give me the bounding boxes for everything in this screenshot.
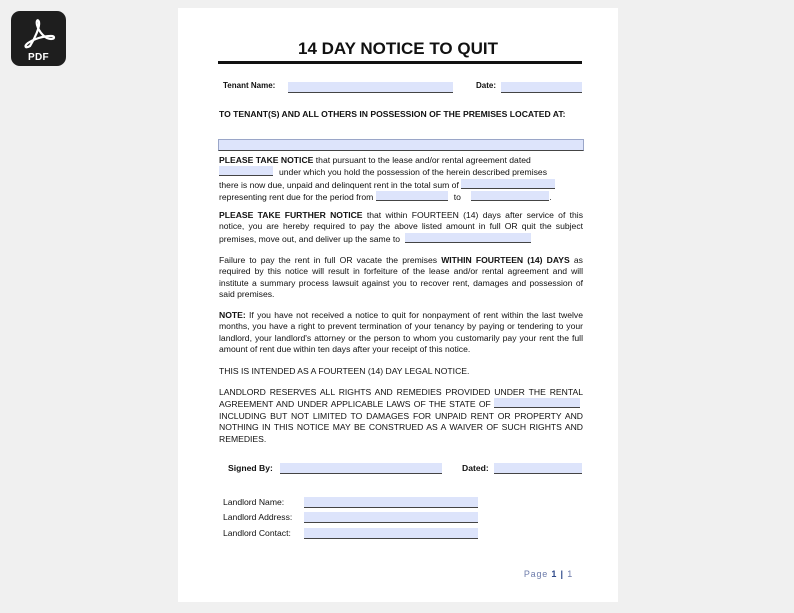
reserves-text-2: INCLUDING BUT NOT LIMITED TO DAMAGES FOR UNPAID RENT OR PROPERTY AND NOTHING IN THIS NOTICE MAY BE CONSTRUED AS A WAIVER OF SUCH RIGHTS AND REMEDIES.	[219, 410, 583, 444]
notice-text-1: that pursuant to the lease and/or rental agreement dated	[313, 155, 531, 165]
title-underline	[218, 61, 582, 64]
landlord-address-label: Landlord Address:	[223, 512, 293, 522]
page-current: 1	[551, 569, 558, 579]
further-notice-paragraph	[219, 210, 583, 245]
date-label: Date:	[476, 81, 497, 90]
page-total: 1	[567, 569, 573, 579]
failure-paragraph	[219, 255, 583, 301]
landlord-name-label: Landlord Name:	[223, 497, 285, 507]
note-lead: NOTE:	[219, 310, 246, 320]
dated-field[interactable]	[494, 463, 582, 474]
note-text: If you have not received a notice to quit for nonpayment of rent within the last twelve months, you have a right to prevent termination of your tenancy by paying or tendering to your landlord, your landlord's attorney or the person to whom you customarily pay your rent the full amount of rent due within ten days after your receipt of this notice.	[219, 310, 583, 355]
intended-notice: THIS IS INTENDED AS A FOURTEEN (14) DAY LEGAL NOTICE.	[219, 366, 470, 376]
failure-text-2: as required by this notice will result in forfeiture of the lease and/or rental agreement and will institute a summary process lawsuit against you to recover rent, damages and possession of said premises.	[219, 255, 583, 300]
signed-by-field[interactable]	[280, 463, 442, 474]
notice-text-6: .	[549, 192, 552, 203]
page-separator: |	[560, 569, 564, 579]
lease-date-field[interactable]	[219, 166, 273, 176]
dated-label: Dated:	[462, 463, 489, 473]
state-field[interactable]	[494, 398, 580, 408]
failure-bold: WITHIN FOURTEEN (14) DAYS	[441, 255, 570, 265]
page-footer	[524, 569, 573, 579]
reserves-text-1: LANDLORD RESERVES ALL RIGHTS AND REMEDIES PROVIDED UNDER THE RENTAL AGREEMENT AND UNDER APPLICABLE LAWS OF THE STATE OF	[219, 387, 583, 410]
signed-by-label: Signed By:	[228, 463, 273, 473]
landlord-contact-label: Landlord Contact:	[223, 528, 291, 538]
deliver-to-field[interactable]	[405, 233, 531, 243]
notice-paragraph	[219, 155, 583, 204]
failure-text-1: Failure to pay the rent in full OR vacate the premises	[219, 255, 442, 265]
page-title: 14 DAY NOTICE TO QUIT	[298, 39, 498, 58]
to-tenant-heading: TO TENANT(S) AND ALL OTHERS IN POSSESSION OF THE PREMISES LOCATED AT:	[219, 109, 566, 119]
landlord-contact-field[interactable]	[304, 528, 478, 539]
landlord-name-field[interactable]	[304, 497, 478, 508]
note-paragraph	[219, 310, 583, 356]
reserves-paragraph	[219, 387, 583, 445]
premises-address-field[interactable]	[218, 139, 584, 151]
notice-text-4: representing rent due for the period from	[219, 192, 374, 203]
notice-text-3: there is now due, unpaid and delinquent rent in the total sum of	[219, 179, 459, 190]
period-to-field[interactable]	[471, 191, 552, 203]
further-text: that within FOURTEEN (14) days after service of this notice, you are hereby required to pay the above listed amount in full OR quit the subject premises, move out, and deliver up the same to	[219, 210, 583, 244]
landlord-address-field[interactable]	[304, 512, 478, 523]
tenant-name-label: Tenant Name:	[223, 81, 276, 90]
page-word: Page	[523, 569, 549, 579]
date-field[interactable]	[501, 82, 582, 93]
further-lead: PLEASE TAKE FURTHER NOTICE	[219, 210, 363, 220]
pdf-icon	[21, 16, 56, 52]
notice-text-5: to	[453, 192, 461, 203]
rent-amount-field[interactable]	[461, 179, 555, 189]
notice-lead: PLEASE TAKE NOTICE	[219, 155, 314, 165]
document-page	[178, 8, 618, 602]
pdf-badge	[11, 11, 66, 66]
pdf-label: PDF	[28, 52, 49, 63]
tenant-name-field[interactable]	[288, 82, 453, 93]
period-from-field[interactable]	[376, 191, 448, 201]
notice-text-2: under which you hold the possession of the herein described premises	[279, 167, 547, 178]
